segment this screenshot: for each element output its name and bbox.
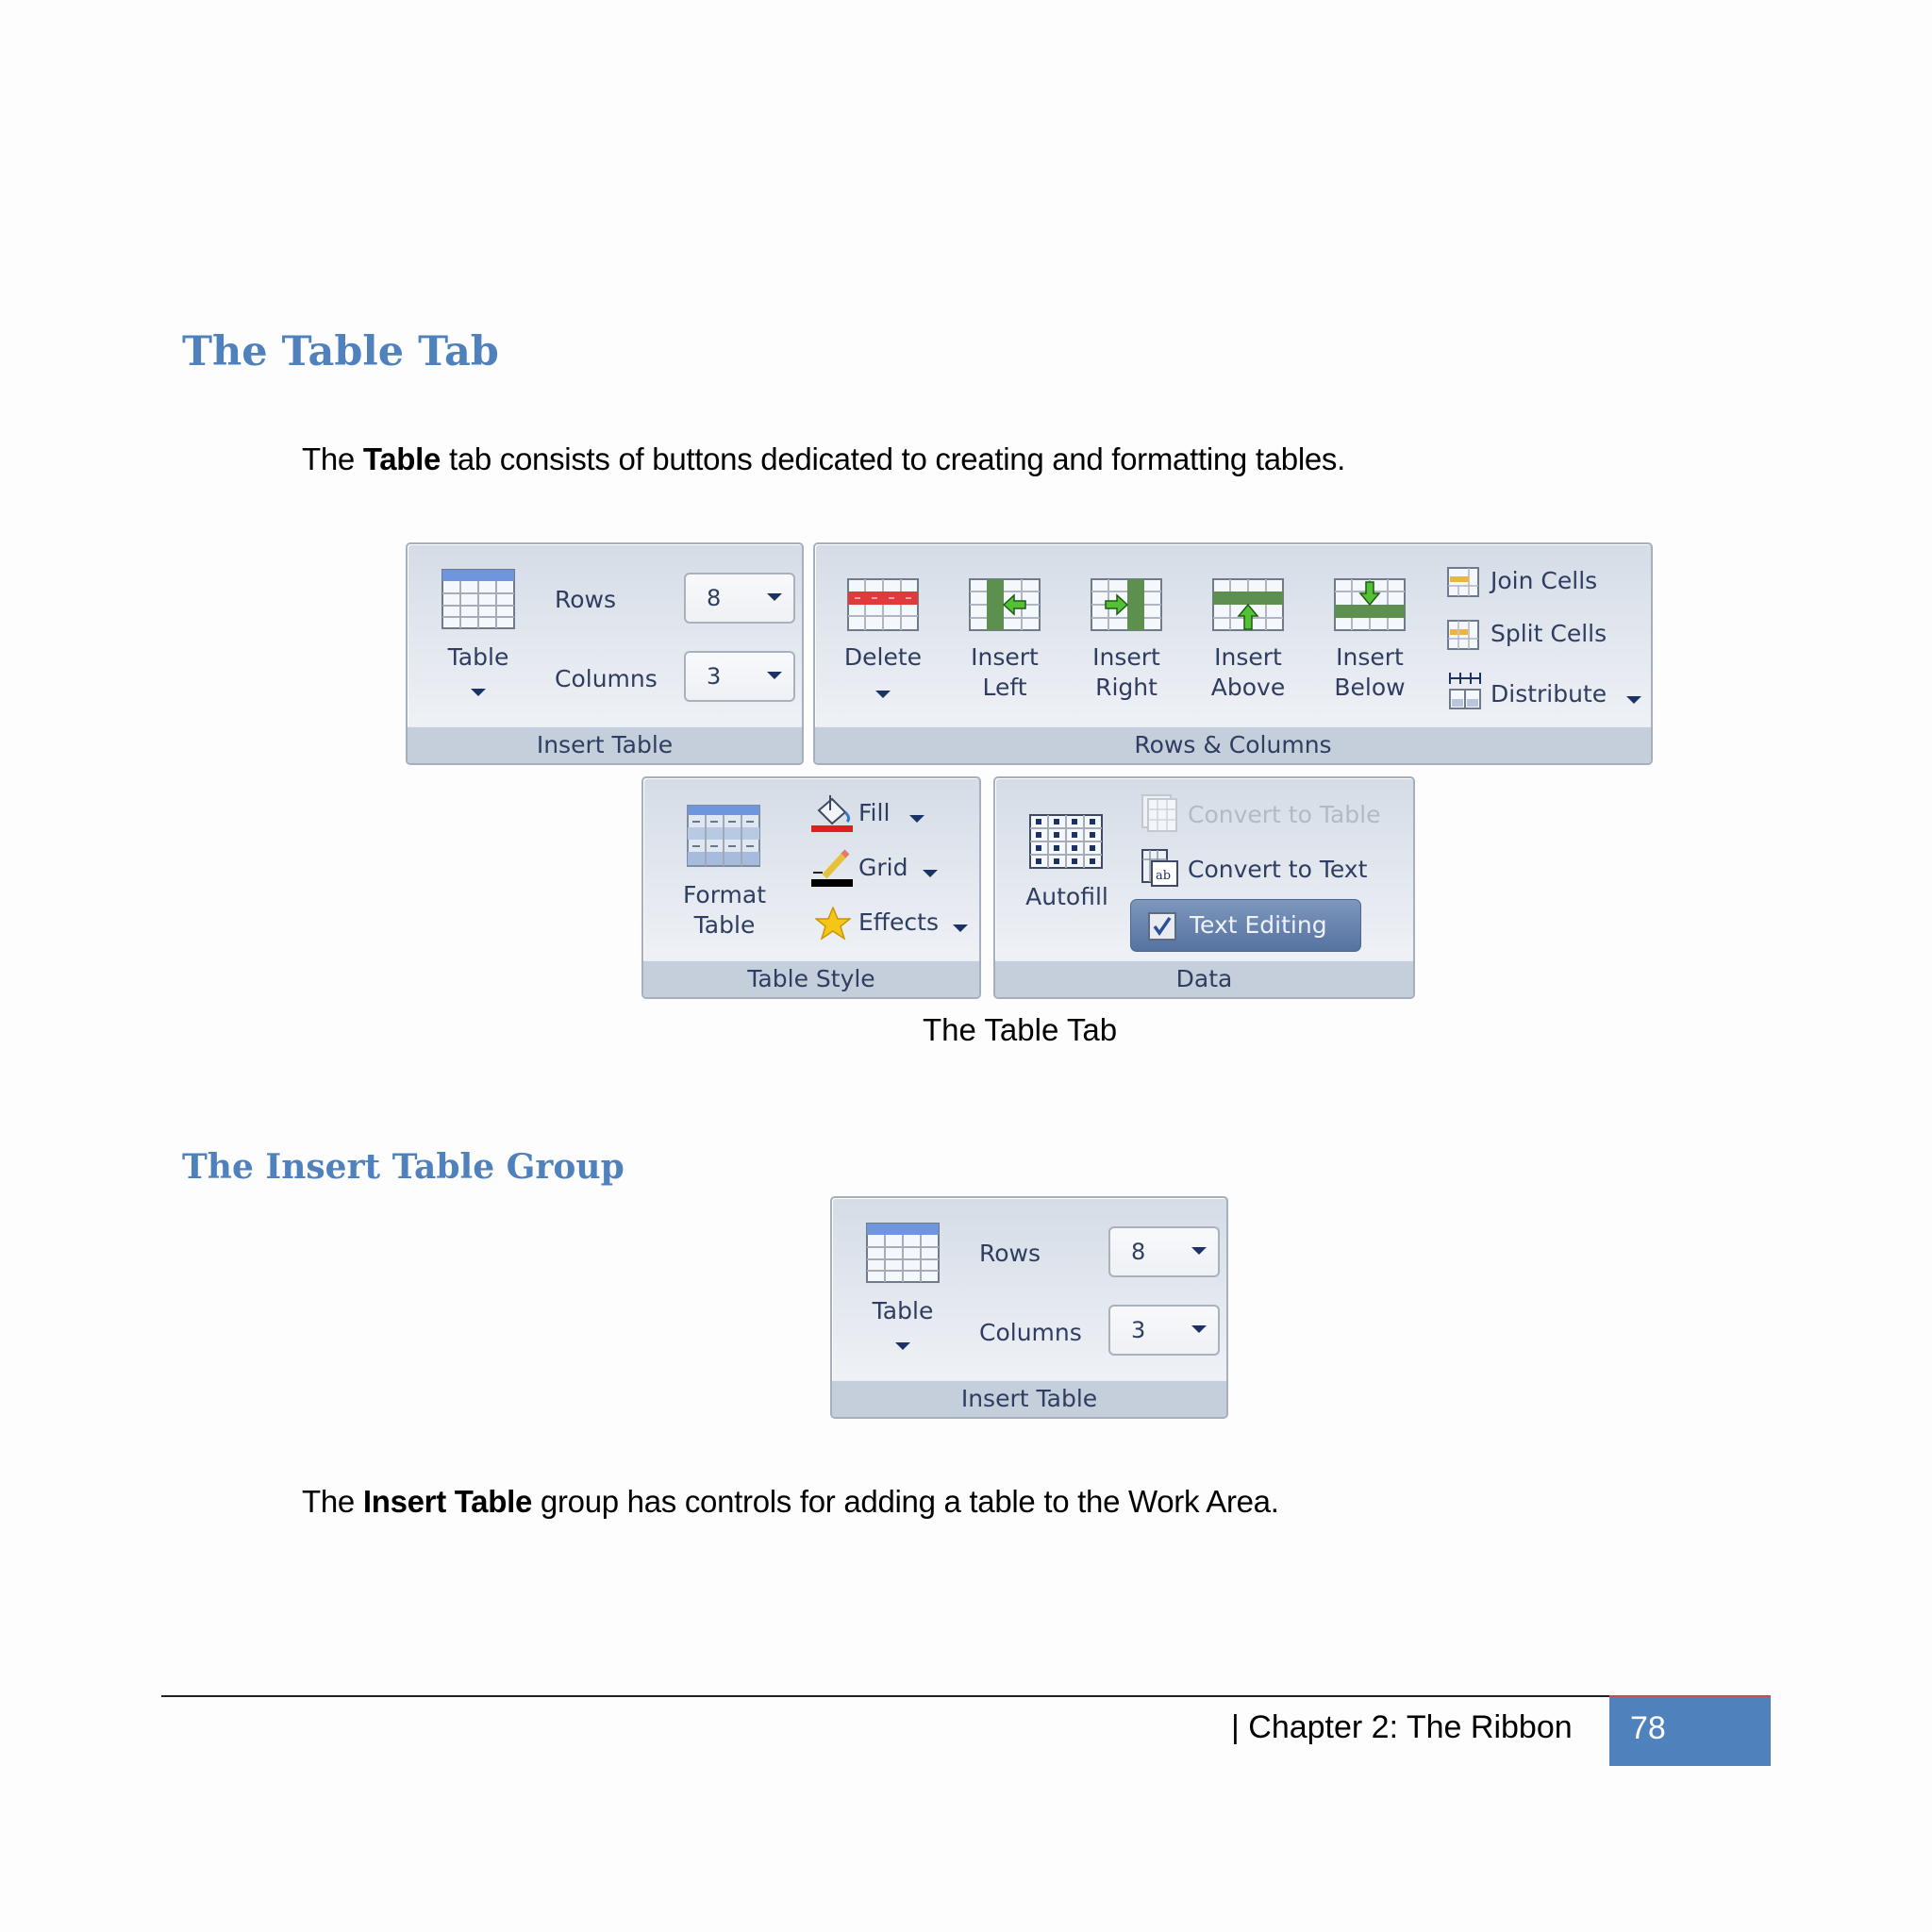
convert-to-text-label: Convert to Text [1188,856,1368,883]
svg-text:ab: ab [1156,869,1172,883]
text-run: tab consists of buttons dedicated to creating and formatting tables. [441,441,1345,476]
label-line: Right [1095,674,1158,701]
effects-button[interactable] [811,903,981,944]
group-label: Rows & Columns [815,726,1651,763]
text-editing-label: Text Editing [1190,911,1327,939]
insert-above-button[interactable] [1193,642,1303,703]
distribute-label: Distribute [1491,680,1607,708]
table-dropdown-arrow-icon[interactable] [895,1338,910,1355]
insert-right-icon [1091,578,1162,631]
rows-dropdown-arrow-icon[interactable] [767,593,782,601]
group-label: Insert Table [408,726,802,763]
table-button[interactable]: Table [872,1297,934,1324]
label-line: Format [682,881,767,908]
rows-dropdown-arrow-icon[interactable] [1191,1247,1207,1255]
label-line: Insert [1092,643,1160,671]
checkbox-checked-icon[interactable] [1148,912,1176,941]
columns-value[interactable]: 3 [1131,1317,1146,1343]
section-heading: The Table Tab [182,328,499,375]
text-editing-toggle[interactable] [1130,899,1361,952]
delete-dropdown-arrow-icon[interactable] [875,686,891,703]
figure-caption: The Table Tab [923,1012,1118,1047]
rows-stepper[interactable] [1108,1226,1220,1277]
insert-below-button[interactable] [1315,642,1424,703]
columns-stepper[interactable] [1108,1305,1220,1356]
autofill-icon [1029,814,1103,869]
page-number: 78 [1630,1710,1666,1746]
insert-below-icon [1334,578,1406,631]
columns-value[interactable]: 3 [707,663,722,690]
distribute-icon [1447,671,1483,710]
columns-stepper[interactable] [684,651,795,702]
pencil-grid-icon [811,848,855,888]
grid-label: Grid [858,854,908,881]
distribute-dropdown-arrow-icon[interactable] [1626,691,1641,708]
rows-label: Rows [555,586,617,613]
effects-label: Effects [858,908,939,936]
text-run: The [302,1484,363,1519]
footer-chapter: | Chapter 2: The Ribbon [1231,1709,1573,1745]
text-run: The [302,441,363,476]
delete-row-icon [847,578,919,631]
intro-paragraph [302,441,1345,477]
label-line: Insert [971,643,1039,671]
convert-to-table-icon [1141,793,1180,833]
label-line: Above [1210,674,1286,701]
fill-label: Fill [858,799,891,826]
group-label: Table Style [643,960,979,997]
footer-divider [161,1695,1609,1697]
convert-to-table-button[interactable] [1139,793,1412,835]
bold-text-run: Table [362,441,441,476]
paint-bucket-icon [811,793,855,833]
rows-value[interactable]: 8 [1131,1239,1146,1265]
label-line: Insert [1336,643,1404,671]
insert-right-button[interactable] [1072,642,1181,703]
label-line: Insert [1214,643,1282,671]
format-table-button[interactable] [666,880,783,941]
distribute-button[interactable] [1447,671,1645,712]
grid-button[interactable] [811,848,972,890]
table-icon [866,1223,940,1283]
columns-label: Columns [555,665,658,692]
insert-left-button[interactable] [950,642,1059,703]
insert-table-group [406,542,804,765]
split-cells-label: Split Cells [1491,620,1607,647]
table-icon [441,569,515,629]
fill-dropdown-arrow-icon[interactable] [909,810,924,827]
join-cells-label: Join Cells [1491,567,1598,594]
columns-dropdown-arrow-icon[interactable] [1191,1325,1207,1333]
convert-to-table-label: Convert to Table [1188,801,1381,828]
rows-value[interactable]: 8 [707,585,722,611]
subsection-heading: The Insert Table Group [182,1147,625,1187]
rows-label: Rows [979,1240,1041,1267]
star-icon [815,907,851,941]
table-dropdown-arrow-icon[interactable] [471,684,486,701]
columns-label: Columns [979,1319,1082,1346]
delete-button[interactable]: Delete [843,643,923,671]
insert-left-icon [969,578,1041,631]
label-line: Left [982,674,1027,701]
label-line: Below [1334,674,1406,701]
effects-dropdown-arrow-icon[interactable] [953,920,968,937]
table-style-group [641,776,981,999]
text-run: group has controls for adding a table to the Work Area. [532,1484,1279,1519]
insert-above-icon [1212,578,1284,631]
convert-to-text-icon [1141,848,1180,888]
rows-stepper[interactable] [684,573,795,624]
split-cells-icon [1447,620,1479,650]
fill-button[interactable] [811,793,972,835]
data-group [993,776,1415,999]
convert-to-text-button[interactable] [1139,848,1412,890]
format-table-icon [687,805,760,867]
group-label: Data [995,960,1413,997]
bold-text-run: Insert Table [362,1484,533,1519]
insert-table-group-detail [830,1196,1228,1419]
columns-dropdown-arrow-icon[interactable] [767,672,782,679]
page-number-box [1609,1695,1771,1766]
group-label: Insert Table [832,1380,1226,1417]
grid-dropdown-arrow-icon[interactable] [923,865,938,882]
rows-columns-group [813,542,1653,765]
join-cells-icon [1447,567,1479,597]
autofill-button[interactable]: Autofill [1025,883,1108,910]
label-line: Table [693,911,756,939]
insert-group-paragraph [302,1484,1279,1520]
table-button[interactable]: Table [447,643,509,671]
